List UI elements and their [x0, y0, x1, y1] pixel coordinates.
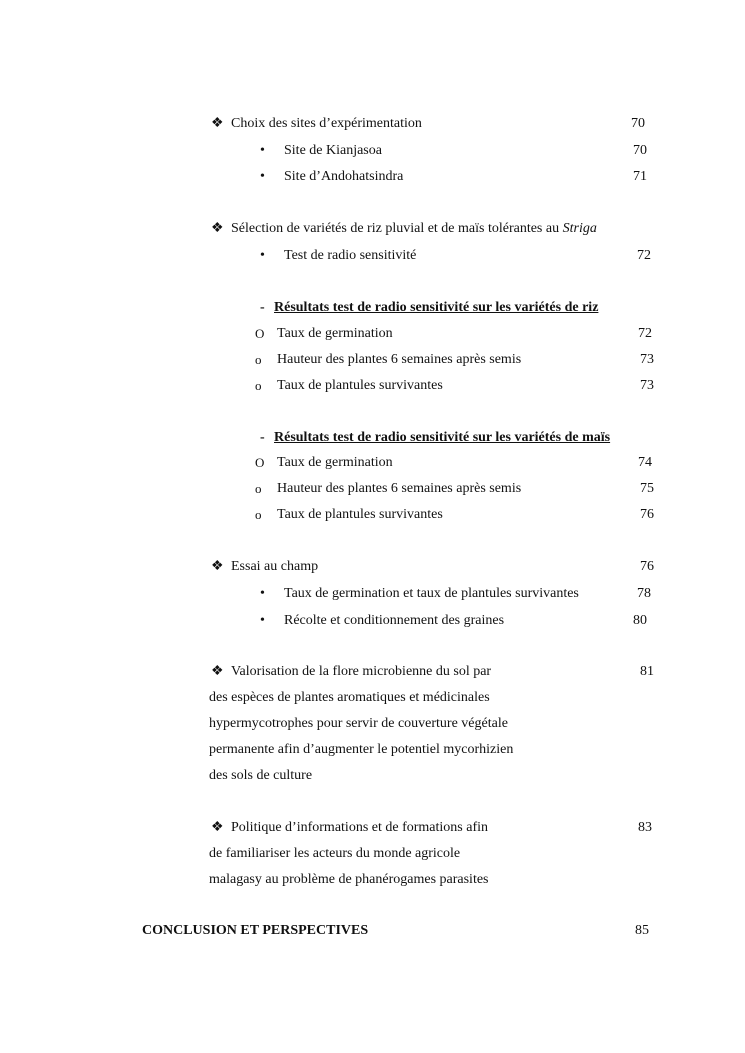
toc-entry-politique-line-3: malagasy au problème de phanérogames parasites: [209, 872, 489, 887]
diamond-bullet-icon: ❖: [211, 820, 224, 835]
toc-entry-site-kianjasoa: Site de Kianjasoa: [284, 143, 382, 158]
circle-bullet-icon: o: [255, 378, 262, 393]
toc-entry-riz-germination: Taux de germination: [277, 326, 393, 341]
toc-page-number: 78: [637, 586, 651, 601]
toc-entry-valorisation-line-4: permanente afin d’augmenter le potentiel mycorhizien: [209, 742, 514, 757]
toc-entry-recolte: Récolte et conditionnement des graines: [284, 613, 505, 628]
toc-entry-valorisation-line-2: des espèces de plantes aromatiques et médicinales: [209, 690, 490, 705]
toc-subheading-dash: -: [260, 430, 265, 445]
circle-bullet-icon: o: [255, 481, 262, 496]
toc-entry-valorisation-line-5: des sols de culture: [209, 768, 313, 783]
toc-entry-selection-italic: Striga: [562, 221, 597, 236]
toc-subheading-resultats-mais: Résultats test de radio sensitivité sur les variétés de maïs: [274, 430, 611, 445]
toc-page-number: 73: [640, 378, 654, 393]
toc-page-number: 76: [640, 559, 654, 574]
toc-entry-riz-hauteur: Hauteur des plantes 6 semaines après semis: [277, 352, 522, 367]
toc-entry-mais-plantules: Taux de plantules survivantes: [277, 507, 443, 522]
toc-entry-site-andohatsindra: Site d’Andohatsindra: [284, 169, 404, 184]
toc-page-number: 73: [640, 352, 654, 367]
toc-page-number: 81: [640, 664, 654, 679]
toc-page-number: 72: [637, 248, 651, 263]
toc-heading-conclusion: CONCLUSION ET PERSPECTIVES: [142, 923, 369, 938]
diamond-bullet-icon: ❖: [211, 221, 224, 236]
toc-page-number: 85: [635, 923, 649, 938]
dot-bullet-icon: •: [260, 586, 265, 601]
toc-entry-test-radio: Test de radio sensitivité: [284, 248, 417, 263]
circle-bullet-icon: o: [255, 352, 262, 367]
toc-entry-mais-germination: Taux de germination: [277, 455, 393, 470]
dot-bullet-icon: •: [260, 613, 265, 628]
circle-bullet-icon: o: [255, 507, 262, 522]
toc-entry-germ-plantules: Taux de germination et taux de plantules survivantes: [284, 586, 579, 601]
dot-bullet-icon: •: [260, 248, 265, 263]
toc-page-number: 70: [633, 143, 647, 158]
toc-entry-essai-champ: Essai au champ: [231, 559, 319, 574]
dot-bullet-icon: •: [260, 169, 265, 184]
toc-entry-politique-line-2: de familiariser les acteurs du monde agricole: [209, 846, 461, 861]
toc-subheading-resultats-riz: Résultats test de radio sensitivité sur les variétés de riz: [274, 300, 599, 315]
toc-page-number: 74: [638, 455, 652, 470]
toc-page-number: 75: [640, 481, 654, 496]
dot-bullet-icon: •: [260, 143, 265, 158]
toc-page-number: 71: [633, 169, 647, 184]
circle-bullet-icon: O: [255, 326, 265, 341]
circle-bullet-icon: O: [255, 455, 265, 470]
toc-subheading-dash: -: [260, 300, 265, 315]
toc-entry-politique-line-1: Politique d’informations et de formations afin: [231, 820, 489, 835]
toc-entry-valorisation-line-3: hypermycotrophes pour servir de couverture végétale: [209, 716, 508, 731]
toc-entry-selection: [231, 221, 597, 237]
toc-entry-selection-text: Sélection de variétés de riz pluvial et de maïs tolérantes au: [231, 221, 563, 236]
diamond-bullet-icon: ❖: [211, 559, 224, 574]
diamond-bullet-icon: ❖: [211, 664, 224, 679]
toc-entry-choix-sites: Choix des sites d’expérimentation: [231, 116, 422, 131]
toc-page-number: 83: [638, 820, 652, 835]
toc-page-number: 76: [640, 507, 654, 522]
toc-entry-riz-plantules: Taux de plantules survivantes: [277, 378, 443, 393]
toc-page-number: 72: [638, 326, 652, 341]
diamond-bullet-icon: ❖: [211, 116, 224, 131]
toc-entry-mais-hauteur: Hauteur des plantes 6 semaines après semis: [277, 481, 522, 496]
toc-page-number: 70: [631, 116, 645, 131]
toc-page-number: 80: [633, 613, 647, 628]
toc-entry-valorisation-line-1: Valorisation de la flore microbienne du sol par: [231, 664, 492, 679]
